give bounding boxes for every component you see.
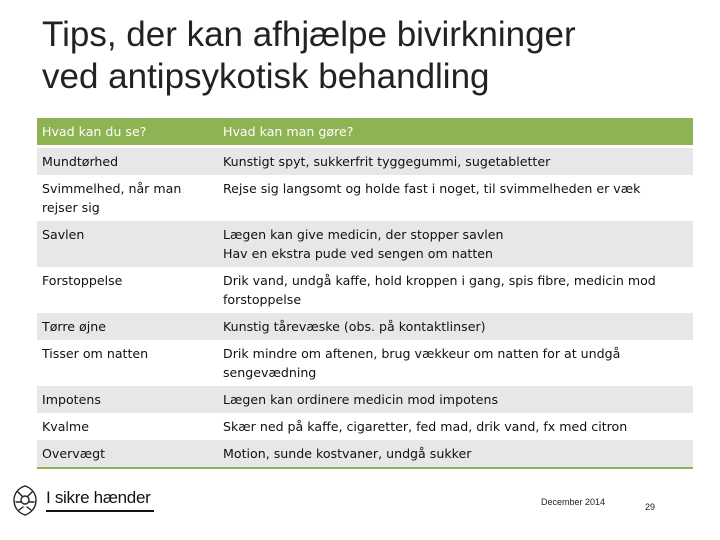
- table-row: [37, 440, 693, 468]
- table-row: [37, 386, 693, 413]
- table-header-row: [37, 118, 693, 147]
- logo-text: I sikre hænder: [46, 488, 151, 507]
- tip-cell: [218, 267, 693, 313]
- symptom-cell: Overvægt: [37, 440, 218, 468]
- header-tip: Hvad kan man gøre?: [218, 118, 693, 147]
- symptom-cell: Mundtørhed: [37, 147, 218, 176]
- logo-underline: [46, 510, 154, 512]
- tip-cell: [218, 147, 693, 176]
- symptom-cell: Savlen: [37, 221, 218, 267]
- tip-line: Kunstig tårevæske (obs. på kontaktlinser): [223, 319, 486, 334]
- tip-line: Motion, sunde kostvaner, undgå sukker: [223, 446, 472, 461]
- tip-line: Lægen kan give medicin, der stopper savlen: [223, 227, 504, 242]
- tips-table-container: [37, 118, 693, 469]
- table-body: [37, 147, 693, 469]
- tip-line: Lægen kan ordinere medicin mod impotens: [223, 392, 499, 407]
- table-row: [37, 175, 693, 221]
- header-symptom: Hvad kan du se?: [37, 118, 218, 147]
- table-row: [37, 313, 693, 340]
- title-line-2: ved antipsykotisk behandling: [42, 57, 490, 96]
- table-row: [37, 147, 693, 176]
- tip-cell: [218, 221, 693, 267]
- table-row: [37, 413, 693, 440]
- symptom-cell: Forstoppelse: [37, 267, 218, 313]
- slide-title: [42, 14, 702, 98]
- logo-emblem-icon: [8, 482, 42, 518]
- tip-line: Drik vand, undgå kaffe, hold kroppen i gang, spis fibre, medicin mod forstoppelse: [223, 273, 656, 307]
- tip-line: Kunstigt spyt, sukkerfrit tyggegummi, sugetabletter: [223, 154, 551, 169]
- tip-line: Skær ned på kaffe, cigaretter, fed mad, drik vand, fx med citron: [223, 419, 628, 434]
- tip-cell: [218, 386, 693, 413]
- tip-line: Drik mindre om aftenen, brug vækkeur om natten for at undgå sengevædning: [223, 346, 621, 380]
- table-row: [37, 340, 693, 386]
- title-line-1: Tips, der kan afhjælpe bivirkninger: [42, 15, 576, 54]
- symptom-cell: Impotens: [37, 386, 218, 413]
- symptom-cell: Tørre øjne: [37, 313, 218, 340]
- symptom-cell: Kvalme: [37, 413, 218, 440]
- tip-line: Rejse sig langsomt og holde fast i noget, til svimmelheden er væk: [223, 181, 641, 196]
- footer-date: December 2014: [541, 497, 606, 507]
- tip-cell: [218, 175, 693, 221]
- tip-cell: [218, 340, 693, 386]
- tip-cell: [218, 413, 693, 440]
- table-row: [37, 267, 693, 313]
- table-row: [37, 221, 693, 267]
- symptom-cell: Tisser om natten: [37, 340, 218, 386]
- tip-cell: [218, 440, 693, 468]
- organization-logo: [8, 482, 158, 518]
- tip-cell: [218, 313, 693, 340]
- tips-table: [37, 118, 693, 469]
- symptom-cell: Svimmelhed, når man rejser sig: [37, 175, 218, 221]
- page-number: 29: [645, 502, 656, 512]
- tip-line: Hav en ekstra pude ved sengen om natten: [223, 246, 494, 261]
